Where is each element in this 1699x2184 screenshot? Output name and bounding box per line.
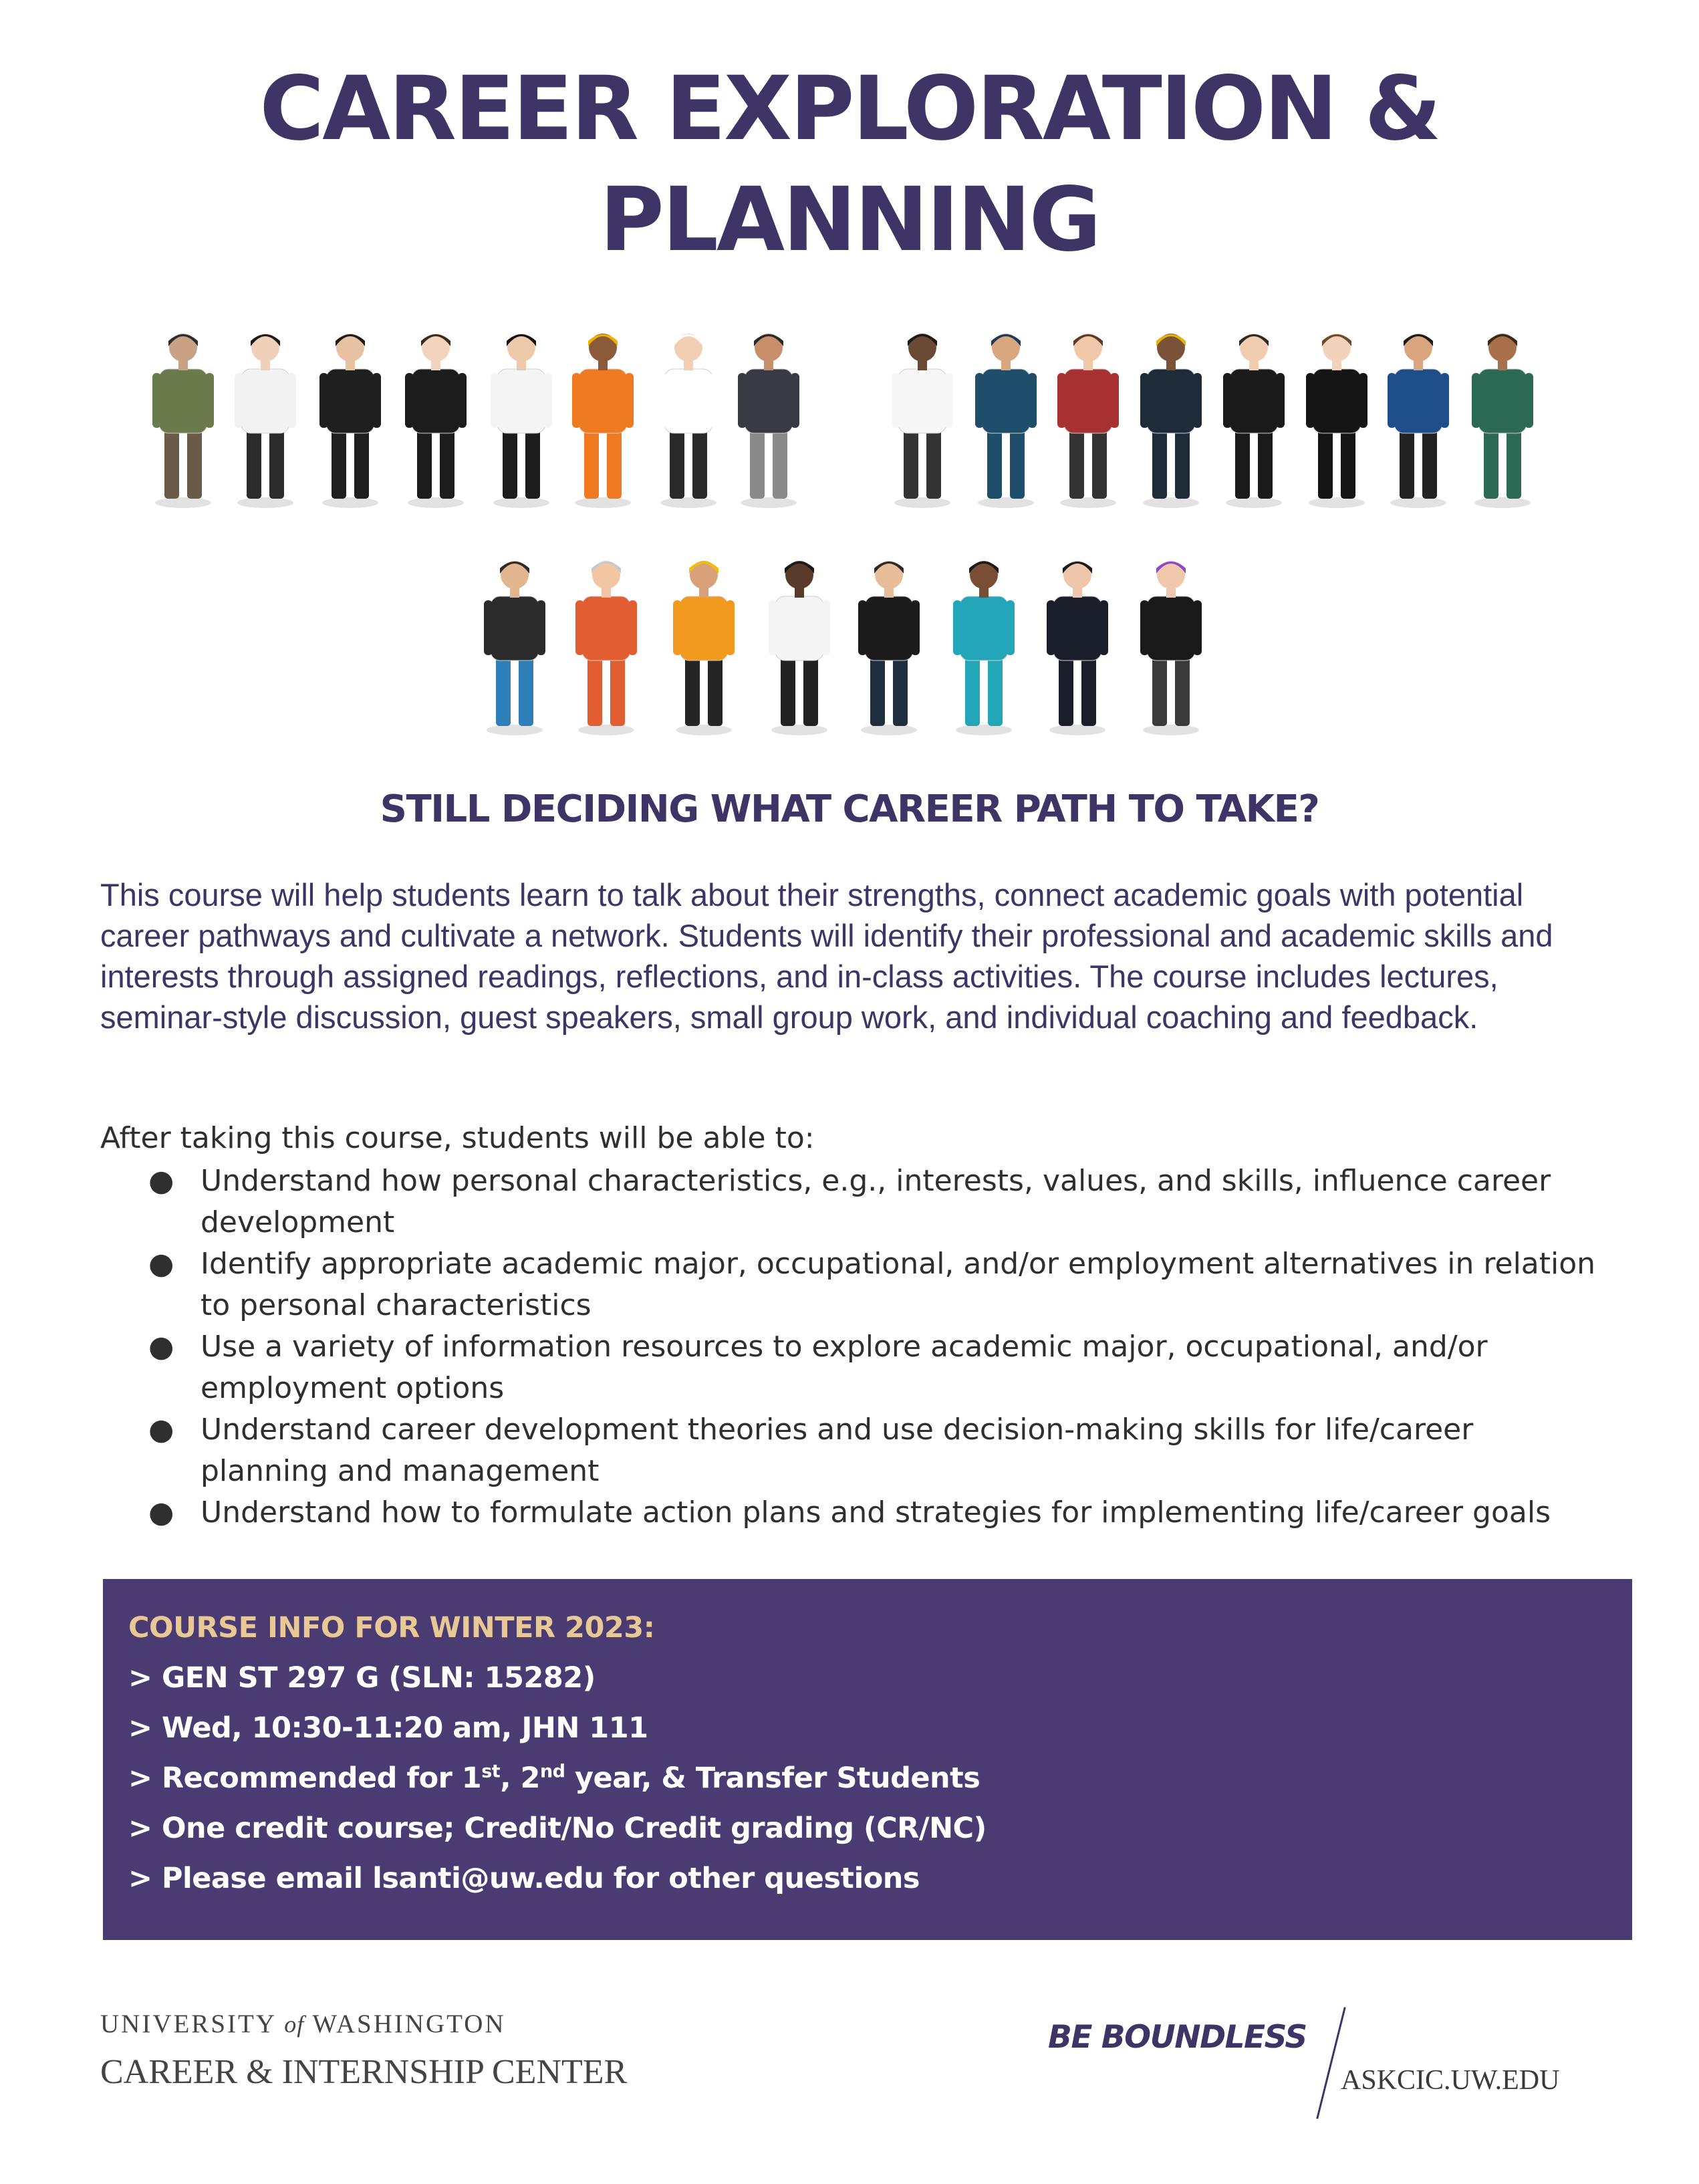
person-arm [791, 373, 799, 428]
person-leg [1152, 655, 1167, 726]
person-shadow [660, 497, 716, 508]
person-torso [1147, 369, 1195, 433]
person-torso [1313, 369, 1361, 433]
person-arm [491, 373, 499, 428]
person-arm [1006, 600, 1015, 655]
person-torso [680, 596, 728, 660]
person-figure [405, 334, 467, 508]
person-leg [750, 428, 765, 499]
title-line-2: PLANNING [600, 168, 1099, 271]
person-arm [625, 373, 634, 428]
person-figure [484, 561, 545, 735]
person-arm [1099, 600, 1108, 655]
person-arm [543, 373, 552, 428]
person-leg [904, 428, 918, 499]
bullet-icon: ● [148, 1495, 174, 1530]
person-arm [405, 373, 414, 428]
person-shadow [322, 497, 378, 508]
person-torso [491, 596, 539, 660]
person-arm [769, 600, 777, 655]
outcome-text: Understand how personal characteristics, e.g., interests, values, and skills, influence career development [201, 1164, 1551, 1239]
person-arm [673, 600, 682, 655]
person-leg [773, 428, 787, 499]
person-leg [1258, 428, 1273, 499]
website-link[interactable]: ASKCIC.UW.EDU [1341, 2065, 1560, 2096]
person-arm [1140, 373, 1149, 428]
person-leg [926, 428, 941, 499]
person-leg [708, 655, 723, 726]
person-arm [575, 600, 584, 655]
outcome-item [100, 1409, 1604, 1492]
person-arm [152, 373, 161, 428]
person-arm [1223, 373, 1232, 428]
person-arm [628, 600, 637, 655]
course-info-box [103, 1579, 1632, 1940]
subheading: STILL DECIDING WHAT CAREER PATH TO TAKE? [380, 787, 1319, 831]
footer-divider [1316, 2007, 1346, 2119]
person-figure [1140, 334, 1202, 508]
person-leg [893, 655, 908, 726]
person-arm [537, 600, 545, 655]
outcome-item [100, 1326, 1604, 1409]
person-leg [164, 428, 179, 499]
person-arm [1193, 600, 1202, 655]
recommended-suffix: year, & Transfer Students [565, 1762, 981, 1795]
outcome-text: Understand how to formulate action plans and strategies for implementing life/career goals [201, 1495, 1551, 1530]
bullet-icon: ● [148, 1247, 174, 1281]
recommended-line [128, 1753, 1632, 1804]
person-figure [1047, 561, 1108, 735]
person-figure [953, 561, 1015, 735]
person-torso [582, 596, 630, 660]
person-arm [892, 373, 900, 428]
person-arm [1028, 373, 1037, 428]
person-leg [610, 655, 625, 726]
person-figure [1140, 561, 1202, 735]
person-figure [1306, 334, 1367, 508]
person-arm [1440, 373, 1449, 428]
person-leg [1175, 655, 1190, 726]
person-arm [1525, 373, 1533, 428]
person-leg [670, 428, 684, 499]
person-arm [1057, 373, 1066, 428]
person-leg [692, 428, 707, 499]
person-leg [519, 655, 533, 726]
person-shadow [1474, 497, 1531, 508]
person-torso [159, 369, 207, 433]
uw-wordmark [100, 2009, 506, 2039]
person-leg [332, 428, 346, 499]
outcome-text: Use a variety of information resources to explore academic major, occupational, and/or employment options [201, 1330, 1488, 1405]
person-figure [673, 561, 735, 735]
person-leg [1175, 428, 1190, 499]
person-arm [1359, 373, 1367, 428]
person-shadow [487, 725, 543, 735]
person-torso [1394, 369, 1442, 433]
person-leg [965, 655, 980, 726]
bullet-icon: ● [148, 1413, 174, 1447]
person-leg [803, 655, 818, 726]
person-leg [354, 428, 369, 499]
uw-word-washington: WASHINGTON [312, 2010, 506, 2038]
outcome-item [100, 1492, 1604, 1534]
uw-word-of: of [284, 2011, 305, 2038]
person-leg [1152, 428, 1167, 499]
person-leg [1422, 428, 1437, 499]
ordinal-nd: nd [539, 1761, 565, 1782]
person-arm [458, 373, 467, 428]
person-leg [1081, 655, 1096, 726]
person-figure [1223, 334, 1285, 508]
person-leg [1235, 428, 1250, 499]
person-leg [1507, 428, 1521, 499]
person-arm [953, 600, 962, 655]
person-leg [1010, 428, 1025, 499]
person-figure [975, 334, 1037, 508]
person-arm [1193, 373, 1202, 428]
person-arm [319, 373, 328, 428]
person-shadow [1143, 725, 1199, 735]
person-arm [944, 373, 953, 428]
person-figure [575, 561, 637, 735]
person-shadow [237, 497, 293, 508]
person-shadow [493, 497, 549, 508]
person-leg [1318, 428, 1333, 499]
ordinal-st: st [481, 1761, 501, 1782]
person-torso [745, 369, 793, 433]
person-figure [769, 561, 830, 735]
person-torso [1064, 369, 1112, 433]
person-arm [1110, 373, 1119, 428]
person-arm [738, 373, 747, 428]
person-torso [1478, 369, 1527, 433]
person-leg [685, 655, 700, 726]
person-arm [572, 373, 581, 428]
person-leg [247, 428, 261, 499]
person-leg [269, 428, 284, 499]
bullet-icon: ● [148, 1164, 174, 1198]
person-arm [287, 373, 296, 428]
outcome-text: Identify appropriate academic major, occupational, and/or employment alternatives in relation to personal characteristics [201, 1247, 1596, 1322]
person-leg [584, 428, 599, 499]
person-figure [235, 334, 296, 508]
person-leg [440, 428, 454, 499]
person-leg [607, 428, 622, 499]
person-torso [1053, 596, 1101, 660]
title-line-1: CAREER EXPLORATION & [259, 57, 1440, 160]
person-leg [1059, 655, 1073, 726]
person-leg [988, 655, 1003, 726]
person-arm [858, 600, 867, 655]
person-arm [821, 600, 830, 655]
person-figure [858, 561, 920, 735]
person-leg [987, 428, 1002, 499]
person-figure [572, 334, 634, 508]
uw-word-university: UNIVERSITY [100, 2010, 276, 2038]
person-arm [1472, 373, 1480, 428]
person-shadow [978, 497, 1034, 508]
outcomes-intro: After taking this course, students will be able to: [100, 1121, 815, 1155]
person-arm [1388, 373, 1396, 428]
person-shadow [1049, 725, 1105, 735]
person-figure [892, 334, 953, 508]
person-torso [412, 369, 460, 433]
contact-line: > Please email lsanti@uw.edu for other questions [128, 1862, 920, 1895]
person-arm [1047, 600, 1055, 655]
person-leg [1341, 428, 1355, 499]
person-torso [775, 596, 823, 660]
person-torso [865, 596, 913, 660]
person-torso [664, 369, 712, 433]
person-leg [417, 428, 432, 499]
person-shadow [894, 497, 950, 508]
person-figure [152, 334, 214, 508]
person-torso [497, 369, 545, 433]
person-shadow [956, 725, 1012, 735]
outcome-text: Understand career development theories and use decision-making skills for life/career planning and management [201, 1413, 1474, 1488]
person-figure [738, 334, 799, 508]
person-arm [658, 373, 666, 428]
person-figure [319, 334, 381, 508]
page-title [0, 53, 1699, 275]
person-leg [1069, 428, 1084, 499]
outcome-item [100, 1243, 1604, 1326]
person-arm [726, 600, 735, 655]
course-info-heading: COURSE INFO FOR WINTER 2023: [128, 1611, 655, 1645]
person-torso [326, 369, 374, 433]
person-leg [187, 428, 202, 499]
person-torso [982, 369, 1030, 433]
outcomes-list [100, 1161, 1604, 1534]
person-arm [235, 373, 243, 428]
person-shadow [155, 497, 211, 508]
person-shadow [1309, 497, 1365, 508]
person-shadow [408, 497, 464, 508]
person-shadow [1226, 497, 1282, 508]
person-leg [503, 428, 517, 499]
center-name: CAREER & INTERNSHIP CENTER [100, 2053, 628, 2091]
person-arm [1276, 373, 1285, 428]
person-shadow [1060, 497, 1116, 508]
person-shadow [1143, 497, 1199, 508]
person-leg [587, 655, 602, 726]
person-shadow [1390, 497, 1446, 508]
person-shadow [771, 725, 827, 735]
credit-line: > One credit course; Credit/No Credit grading (CR/NC) [128, 1812, 987, 1845]
person-shadow [578, 725, 634, 735]
person-leg [1092, 428, 1107, 499]
person-leg [496, 655, 511, 726]
person-arm [1140, 600, 1149, 655]
bullet-icon: ● [148, 1330, 174, 1364]
person-figure [658, 334, 719, 508]
person-leg [870, 655, 885, 726]
person-arm [205, 373, 214, 428]
person-torso [1147, 596, 1195, 660]
person-torso [1230, 369, 1278, 433]
person-arm [1306, 373, 1315, 428]
occupations-illustration [0, 321, 1699, 762]
recommended-mid: , 2 [500, 1762, 540, 1795]
person-leg [525, 428, 540, 499]
person-shadow [575, 497, 631, 508]
person-arm [911, 600, 920, 655]
person-torso [241, 369, 289, 433]
person-torso [898, 369, 946, 433]
person-arm [372, 373, 381, 428]
person-figure [1472, 334, 1533, 508]
person-shadow [861, 725, 917, 735]
person-figure [491, 334, 552, 508]
person-torso [579, 369, 627, 433]
recommended-prefix: > Recommended for 1 [128, 1762, 482, 1795]
course-code-line: > GEN ST 297 G (SLN: 15282) [128, 1661, 596, 1695]
person-shadow [741, 497, 797, 508]
person-arm [975, 373, 984, 428]
schedule-line: > Wed, 10:30-11:20 am, JHN 111 [128, 1711, 648, 1745]
person-figure [1388, 334, 1449, 508]
person-shadow [676, 725, 732, 735]
person-arm [484, 600, 493, 655]
tagline: BE BOUNDLESS [1048, 2019, 1307, 2056]
course-description: This course will help students learn to talk about their strengths, connect academic goals with potential career pathways and cultivate a network. Students will identify their professional and academic skills and interests through assigned readings, reflections, and in-class activities. The course includes lectures, seminar-style discussion, guest speakers, small group work, and individual coaching and feedback. [100, 877, 1553, 1035]
person-leg [781, 655, 795, 726]
person-figure [1057, 334, 1119, 508]
person-leg [1484, 428, 1498, 499]
outcome-item [100, 1161, 1604, 1243]
person-leg [1400, 428, 1414, 499]
person-torso [960, 596, 1008, 660]
person-arm [710, 373, 719, 428]
